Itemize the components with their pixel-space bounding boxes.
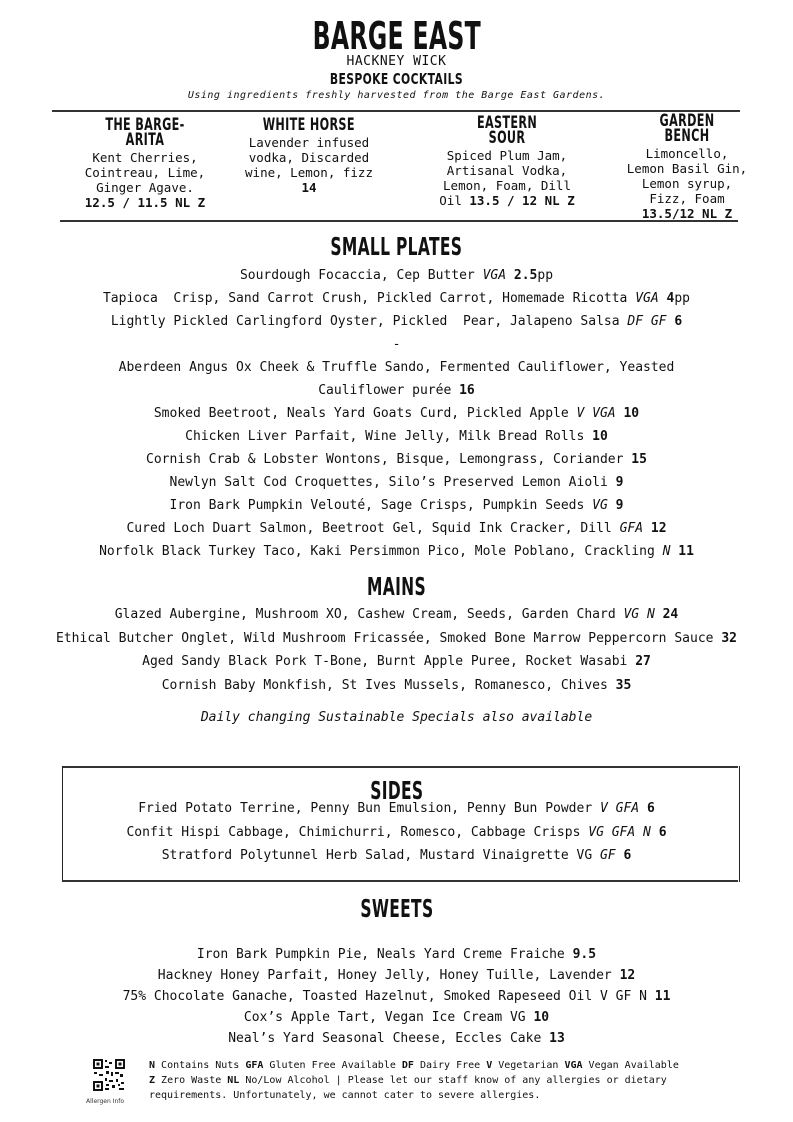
cocktail-line: Limoncello, [645,146,729,161]
cocktail-line: Lemon syrup, [641,176,733,191]
dietary-tags: VGA [635,291,659,306]
cocktail-eastern-sour [432,113,582,208]
cocktail-line: Spiced Plum Jam, [446,148,568,163]
menu-item: Aberdeen Angus Ox Cheek & Truffle Sando, Fermented Cauliflower, Yeasted [118,360,675,375]
cocktail-line: wine, Lemon, fizz [245,165,373,180]
cocktail-price: 13.5/12 NL Z [641,206,733,221]
item-price: 2.5 [513,268,538,283]
item-price: 13 [549,1031,565,1046]
cocktail-white-horse [234,115,384,195]
item-price: 6 [623,848,632,863]
menu-item: Glazed Aubergine, Mushroom XO, Cashew Cream, Seeds, Garden Chard VG N 24 [114,607,679,622]
cocktail-line: Lemon Basil Gin, [626,161,748,176]
menu-item: Cornish Crab & Lobster Wontons, Bisque, Lemongrass, Coriander 15 [146,452,647,467]
cocktail-line: vodka, Discarded [248,150,370,165]
cocktails-heading [0,70,793,88]
menu-item: Ethical Butcher Onglet, Wild Mushroom Fricassée, Smoked Bone Marrow Peppercorn Sauce 32 [56,630,737,646]
menu-item: Neal’s Yard Seasonal Cheese, Eccles Cake 13 [228,1031,565,1046]
cocktail-barge-arita [70,115,220,210]
item-price: 15 [631,452,647,467]
menu-item: Chicken Liver Parfait, Wine Jelly, Milk Bread Rolls 10 [185,429,608,444]
tagline: Using ingredients freshly harvested from the Barge East Gardens. [187,90,606,101]
item-price: 4 [666,291,675,306]
dietary-tags: VG N [623,607,655,622]
section-title-small-plates: SMALL PLATES [330,232,463,261]
dietary-tags: GFA [619,521,644,536]
menu-item: 75% Chocolate Ganache, Toasted Hazelnut, Smoked Rapeseed Oil V GF N 11 [122,989,671,1004]
title-text: BARGE EAST [312,14,481,58]
item-price: 9.5 [572,947,597,962]
cocktail-line: Fizz, Foam [649,191,725,206]
dietary-tags: VG GFA N [588,824,651,840]
cocktail-price: 14 [301,180,317,195]
menu-item: Cauliflower purée 16 [318,383,475,398]
cocktail-line: Artisanal Vodka, [446,163,568,178]
item-price: 9 [615,498,624,513]
restaurant-title [0,14,793,58]
item-price: 6 [658,824,667,840]
cocktail-name: THE BARGE-ARITA [105,115,185,150]
cocktail-price: 13.5 / 12 NL Z [469,193,575,208]
menu-item: Tapioca Crisp, Sand Carrot Crush, Pickled Carrot, Homemade Ricotta VGA 4pp [102,291,690,306]
cocktail-name: WHITE HORSE [262,115,356,135]
item-price: 10 [592,429,608,444]
menu-item: Sourdough Focaccia, Cep Butter VGA 2.5pp [239,268,554,283]
section-title-mains: MAINS [367,572,426,601]
dietary-tags: VGA [482,268,507,283]
qr-code-icon[interactable] [92,1058,126,1092]
cocktail-garden-bench [612,111,762,221]
section-title-sweets: SWEETS [359,894,434,923]
cocktails-heading-text: BESPOKE COCKTAILS [329,70,464,88]
item-price: 16 [459,383,475,398]
cocktail-line: Ginger Agave. [96,180,194,195]
menu-item: Iron Bark Pumpkin Velouté, Sage Crisps, Pumpkin Seeds VG 9 [169,498,624,513]
menu-item: Smoked Beetroot, Neals Yard Goats Curd, Pickled Apple V VGA 10 [153,406,640,421]
dietary-tags: V GFA [599,801,640,816]
item-price: 9 [615,475,624,490]
item-price: 10 [533,1010,550,1025]
menu-item: Confit Hispi Cabbage, Chimichurri, Romesco, Cabbage Crisps VG GFA N 6 [126,824,667,840]
item-price: 35 [615,677,632,693]
cocktail-line: Lavender infused [248,135,370,150]
cocktail-name: GARDEN BENCH [659,111,715,146]
cocktail-line: Oil [439,193,462,208]
item-price: 11 [678,544,694,559]
dietary-tags: VG [592,498,608,513]
cocktail-line: Cointreau, Lime, [84,165,206,180]
section-title-sides: SIDES [369,776,424,805]
item-price: 12 [650,521,667,536]
dietary-tags: N [662,544,671,559]
divider-sides-bottom [62,880,738,882]
item-price: 10 [623,406,640,421]
item-price: 6 [646,801,655,816]
qr-label: Allergen Info [86,1098,125,1105]
item-price: 24 [662,607,679,622]
menu-item: Fried Potato Terrine, Penny Bun Emulsion, Penny Bun Powder V GFA 6 [138,801,655,816]
menu-item: Lightly Pickled Carlingford Oyster, Pickled Pear, Jalapeno Salsa DF GF 6 [110,314,683,329]
allergen-legend: N Contains Nuts GFA Gluten Free Available DF Dairy Free V Vegetarian VGA Vegan Available Z Zero Waste NL No/Low Alcohol | Please let our staff know of any allergies or dietary requirements. Unfortunately, we cannot cater to severe allergies. [149,1060,679,1101]
menu-item: - [392,337,401,352]
dietary-tags: GF [599,848,616,863]
dietary-tags: DF GF [627,314,667,329]
item-price: 11 [654,989,671,1004]
specials-note: Daily changing Sustainable Specials also available [200,710,593,725]
item-price: 27 [635,654,651,669]
menu-item: Iron Bark Pumpkin Pie, Neals Yard Creme Fraiche 9.5 [196,947,597,962]
cocktail-line: Kent Cherries, [92,150,198,165]
menu-item: Aged Sandy Black Pork T-Bone, Burnt Apple Puree, Rocket Wasabi 27 [142,654,651,669]
menu-item: Hackney Honey Parfait, Honey Jelly, Honey Tuille, Lavender 12 [157,968,636,983]
divider-cocktails [60,220,738,222]
menu-item: Newlyn Salt Cod Croquettes, Silo’s Preserved Lemon Aioli 9 [169,475,624,490]
item-price: 6 [674,314,683,329]
cocktail-price: 12.5 / 11.5 NL Z [84,195,206,210]
cocktail-name: EASTERN SOUR [476,113,538,148]
menu-item: Norfolk Black Turkey Taco, Kaki Persimmon Pico, Mole Poblano, Crackling N 11 [99,544,694,559]
menu-item: Stratford Polytunnel Herb Salad, Mustard Vinaigrette VG GF 6 [161,848,632,863]
cocktail-line: Lemon, Foam, Dill [443,178,571,193]
dietary-tags: V VGA [576,406,616,421]
menu-item: Cox’s Apple Tart, Vegan Ice Cream VG 10 [243,1010,550,1025]
location-text: HACKNEY WICK [346,54,447,69]
menu-item: Cornish Baby Monkfish, St Ives Mussels, Romanesco, Chives 35 [161,677,632,693]
menu-item: Cured Loch Duart Salmon, Beetroot Gel, Squid Ink Cracker, Dill GFA 12 [126,521,667,536]
item-price: 32 [721,630,737,646]
item-price: 12 [619,968,636,983]
divider-top [52,110,740,112]
